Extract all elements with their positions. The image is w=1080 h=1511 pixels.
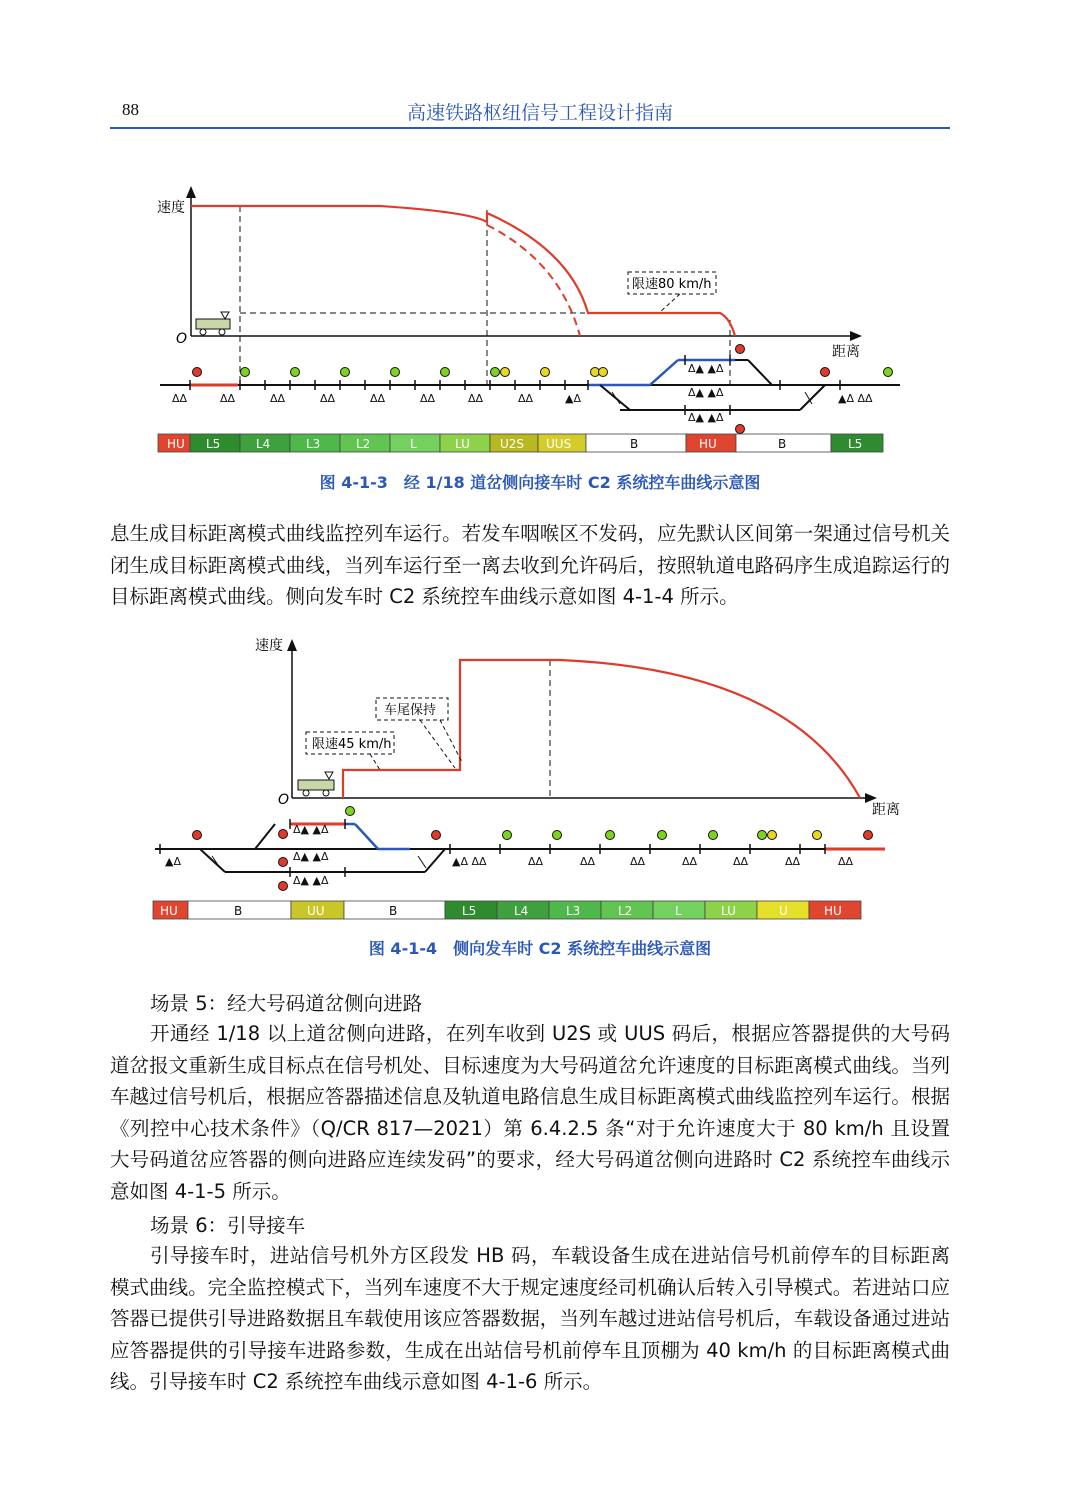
svg-text:▲Δ: ▲Δ — [165, 855, 181, 868]
signals — [193, 345, 893, 434]
svg-text:U2S: U2S — [500, 437, 525, 451]
figure-4-1-4 — [0, 630, 1080, 930]
svg-text:ΔΔ: ΔΔ — [370, 392, 386, 405]
svg-text:ΔΔ: ΔΔ — [320, 392, 336, 405]
code-bar-2 — [153, 901, 861, 919]
svg-text:Δ▲ ▲Δ: Δ▲ ▲Δ — [293, 850, 329, 863]
y-axis-arrow — [287, 639, 297, 651]
svg-text:LU: LU — [455, 437, 470, 451]
svg-text:UU: UU — [307, 904, 325, 918]
svg-text:L5: L5 — [462, 904, 477, 918]
svg-text:ΔΔ: ΔΔ — [528, 855, 544, 868]
svg-text:ΔΔ: ΔΔ — [733, 855, 749, 868]
svg-text:ΔΔ: ΔΔ — [172, 392, 188, 405]
scene-6-body — [110, 1240, 950, 1398]
svg-text:ΔΔ: ΔΔ — [270, 392, 286, 405]
running-header: 高速铁路枢纽信号工程设计指南 — [406, 102, 673, 124]
train-icon — [298, 772, 334, 796]
svg-text:ΔΔ: ΔΔ — [468, 392, 484, 405]
svg-text:Δ▲ ▲Δ: Δ▲ ▲Δ — [688, 411, 724, 424]
svg-text:ΔΔ: ΔΔ — [220, 392, 236, 405]
x-axis-arrow — [850, 331, 862, 341]
svg-text:L5: L5 — [206, 437, 221, 451]
train-icon — [196, 312, 230, 335]
figure-4-1-3-caption: 图 4-1-3 经 1/18 道岔侧向接车时 C2 系统控车曲线示意图 — [319, 473, 761, 492]
speed-curve — [191, 206, 735, 336]
svg-text:U: U — [779, 904, 788, 918]
svg-text:▲Δ ΔΔ: ▲Δ ΔΔ — [838, 392, 873, 405]
svg-text:ΔΔ: ΔΔ — [838, 855, 854, 868]
svg-text:▲Δ: ▲Δ — [565, 392, 581, 405]
svg-text:B: B — [389, 904, 398, 918]
svg-text:HU: HU — [160, 904, 178, 918]
paragraph-1: 息生成目标距离模式曲线监控列车运行。若发车咽喉区不发码，应先默认区间第一架通过信号机关闭生成目标距离模式曲线，当列车运行至一离去收到允许码后，按照轨道电路码序生成追踪运行的目标距离模式曲线。侧向发车时 C2 系统控车曲线示意如图 4-1-4 所示。 — [110, 522, 950, 608]
scene-5-heading: 场景 5：经大号码道岔侧向进路 — [150, 992, 423, 1015]
speed-limit-label: 限速80 km/h — [632, 277, 712, 292]
scene-6-heading: 场景 6：引导接车 — [150, 1214, 306, 1237]
svg-text:L5: L5 — [848, 437, 863, 451]
svg-text:L4: L4 — [256, 437, 271, 451]
scene-5-body — [110, 1018, 950, 1207]
svg-text:B: B — [630, 437, 639, 451]
svg-text:Δ▲ ▲Δ: Δ▲ ▲Δ — [293, 823, 329, 836]
y-axis-arrow — [186, 186, 196, 198]
svg-text:ΔΔ: ΔΔ — [785, 855, 801, 868]
svg-text:Δ▲ ▲Δ: Δ▲ ▲Δ — [688, 386, 724, 399]
x-axis-label: 距离 — [832, 344, 860, 360]
tail-hold-label: 车尾保持 — [384, 703, 437, 718]
y-axis-label: 速度 — [157, 200, 185, 216]
header-rule — [110, 127, 950, 129]
svg-text:LU: LU — [721, 904, 736, 918]
svg-text:HU: HU — [167, 437, 185, 451]
svg-text:L2: L2 — [618, 904, 633, 918]
origin-label: O — [176, 331, 188, 347]
svg-text:ΔΔ: ΔΔ — [630, 855, 646, 868]
y-axis-label: 速度 — [255, 638, 283, 654]
scene-5-text: 开通经 1/18 以上道岔侧向进路，在列车收到 U2S 或 UUS 码后，根据应答器提供的大号码道岔报文重新生成目标点在信号机处、目标速度为大号码道岔允许速度的目标距离模式曲线。当列车越过信号机后，根据应答器描述信息及轨道电路信息生成目标距离模式曲线监控列车运行。根据《列控中心技术条件》（Q/CR 817—2021）第 6.4.2.5 条“对于允许速度大于 80 km/h 且设置大号码道岔应答器的侧向进路应连续发码”的要求，经大号码道岔侧向进路时 C2 系统控车曲线示意如图 4-1-5 所示。 — [110, 1022, 950, 1203]
dashed-speed-curve — [487, 225, 580, 336]
speed-curve — [343, 660, 860, 798]
svg-text:L4: L4 — [514, 904, 529, 918]
svg-text:Δ▲ ▲Δ: Δ▲ ▲Δ — [688, 362, 724, 375]
svg-text:Δ▲ ▲Δ: Δ▲ ▲Δ — [293, 874, 329, 887]
svg-text:ΔΔ: ΔΔ — [580, 855, 596, 868]
origin-label: O — [278, 792, 290, 808]
svg-text:L3: L3 — [566, 904, 581, 918]
svg-text:B: B — [778, 437, 787, 451]
svg-text:B: B — [234, 904, 243, 918]
svg-text:▲Δ ΔΔ: ▲Δ ΔΔ — [452, 855, 487, 868]
figure-4-1-3 — [0, 180, 1080, 460]
speed-limit-label: 限速45 km/h — [312, 737, 392, 752]
x-axis-label: 距离 — [872, 802, 900, 818]
scene-6-text: 引导接车时，进站信号机外方区段发 HB 码，车载设备生成在进站信号机前停车的目标距离模式曲线。完全监控模式下，当列车速度不大于规定速度经司机确认后转入引导模式。若进站口应答器已提供引导进路数据且车载使用该应答器数据，当列车越过进站信号机后，车载设备通过进站应答器提供的引导接车进路参数，生成在出站信号机前停车且顶棚为 40 km/h 的目标距离模式曲线。引导接车时 C2 系统控车曲线示意如图 4-1-6 所示。 — [110, 1244, 950, 1393]
figure-4-1-4-caption: 图 4-1-4 侧向发车时 C2 系统控车曲线示意图 — [368, 939, 712, 958]
svg-text:ΔΔ: ΔΔ — [420, 392, 436, 405]
svg-text:UUS: UUS — [546, 437, 572, 451]
page-number: 88 — [122, 100, 139, 119]
svg-text:ΔΔ: ΔΔ — [518, 392, 534, 405]
balise-markers — [172, 362, 873, 424]
svg-text:L2: L2 — [356, 437, 371, 451]
svg-text:HU: HU — [699, 437, 717, 451]
svg-text:L: L — [410, 437, 417, 451]
svg-text:L3: L3 — [306, 437, 321, 451]
svg-text:HU: HU — [824, 904, 842, 918]
svg-text:L: L — [675, 904, 682, 918]
svg-text:ΔΔ: ΔΔ — [682, 855, 698, 868]
